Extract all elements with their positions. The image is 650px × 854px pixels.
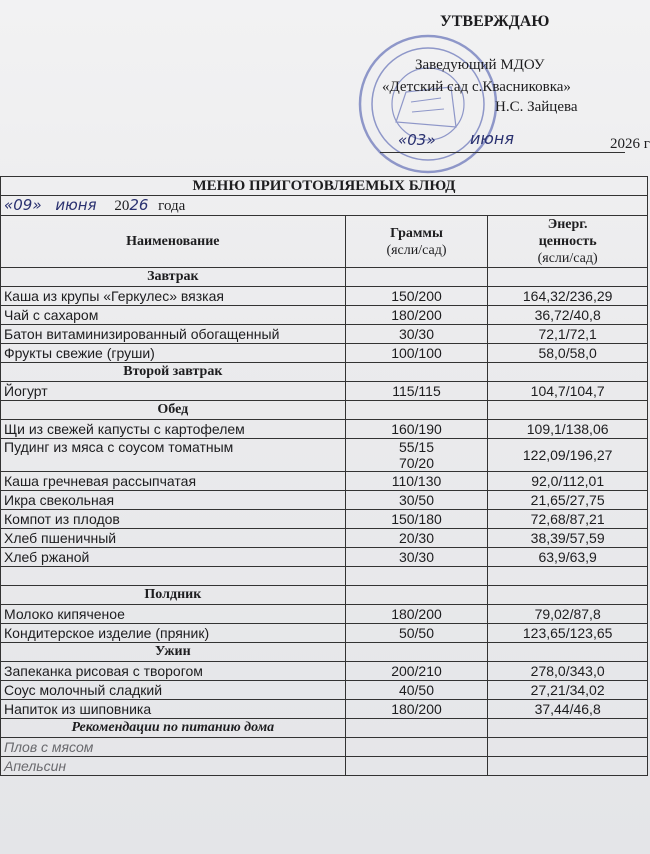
- col-header-name: Наименование: [1, 216, 346, 268]
- dish-grams: 30/30: [345, 548, 488, 567]
- approval-date: [380, 129, 650, 153]
- dish-grams: 150/200: [345, 287, 488, 306]
- dish-name: Молоко кипяченое: [1, 605, 346, 624]
- empty-cell: [488, 586, 648, 605]
- empty-cell: [488, 363, 648, 382]
- dish-name: Соус молочный сладкий: [1, 681, 346, 700]
- approval-date-day: «03»: [398, 131, 436, 149]
- dish-energy: 123,65/123,65: [488, 624, 648, 643]
- dish-energy: 38,39/57,59: [488, 529, 648, 548]
- meal-section-title: Ужин: [1, 643, 346, 662]
- meal-section-row: [1, 586, 648, 605]
- menu-date: [1, 196, 648, 216]
- dish-energy: 278,0/343,0: [488, 662, 648, 681]
- table-row: [1, 510, 648, 529]
- meal-section-title: Рекомендации по питанию дома: [1, 719, 346, 738]
- table-row: [1, 662, 648, 681]
- dish-grams: 115/115: [345, 382, 488, 401]
- table-row: [1, 325, 648, 344]
- table-row: [1, 472, 648, 491]
- dish-grams: 160/190: [345, 420, 488, 439]
- dish-name: Чай с сахаром: [1, 306, 346, 325]
- dish-grams: 50/50: [345, 624, 488, 643]
- table-row: [1, 624, 648, 643]
- menu-date-year-hand: 26: [129, 196, 149, 214]
- dish-grams: 200/210: [345, 662, 488, 681]
- table-row: [1, 681, 648, 700]
- empty-cell: [488, 757, 648, 776]
- dish-grams: 180/200: [345, 306, 488, 325]
- menu-date-row: [1, 196, 648, 216]
- approval-signatory: Н.С. Зайцева: [495, 99, 578, 115]
- table-row: [1, 491, 648, 510]
- dish-name: Фрукты свежие (груши): [1, 344, 346, 363]
- empty-cell: [345, 738, 488, 757]
- dish-grams: 180/200: [345, 700, 488, 719]
- dish-energy: 109,1/138,06: [488, 420, 648, 439]
- empty-cell: [345, 643, 488, 662]
- approval-organization: «Детский сад с.Квасниковка»: [382, 79, 571, 95]
- home-recommendation-row: [1, 738, 648, 757]
- col-header-energy: [488, 216, 648, 268]
- table-row: [1, 700, 648, 719]
- dish-energy: 164,32/236,29: [488, 287, 648, 306]
- home-dish-name: Плов с мясом: [1, 738, 346, 757]
- empty-cell: [345, 401, 488, 420]
- meal-section-row: [1, 643, 648, 662]
- dish-name: Икра свекольная: [1, 491, 346, 510]
- meal-section-row: [1, 719, 648, 738]
- col-header-grams: [345, 216, 488, 268]
- empty-cell: [488, 268, 648, 287]
- approval-date-year: 2026 г: [610, 136, 650, 152]
- meal-section-row: [1, 363, 648, 382]
- dish-grams: 30/50: [345, 491, 488, 510]
- table-row: [1, 382, 648, 401]
- col-header-energy-line1: Энерг.: [547, 217, 588, 232]
- menu-date-month: июня: [55, 196, 97, 214]
- dish-name: Каша гречневая рассыпчатая: [1, 472, 346, 491]
- menu-title-row: [1, 177, 648, 196]
- dish-name: Каша из крупы «Геркулес» вязкая: [1, 287, 346, 306]
- dish-name: Компот из плодов: [1, 510, 346, 529]
- dish-energy: 92,0/112,01: [488, 472, 648, 491]
- empty-cell: [345, 363, 488, 382]
- dish-energy: 37,44/46,8: [488, 700, 648, 719]
- dish-grams-line1: 55/15: [398, 439, 435, 455]
- dish-grams-line2: 70/20: [398, 455, 435, 471]
- meal-section-row: [1, 401, 648, 420]
- dish-name: Пудинг из мяса с соусом томатным: [1, 439, 346, 472]
- dish-grams: 40/50: [345, 681, 488, 700]
- empty-cell: [345, 586, 488, 605]
- meal-section-title: Обед: [1, 401, 346, 420]
- table-row: [1, 529, 648, 548]
- approval-title: УТВЕРЖДАЮ: [440, 13, 550, 30]
- dish-name: Йогурт: [1, 382, 346, 401]
- dish-energy: 104,7/104,7: [488, 382, 648, 401]
- table-row: [1, 420, 648, 439]
- table-row: [1, 344, 648, 363]
- dish-name: Запеканка рисовая с творогом: [1, 662, 346, 681]
- round-stamp: [356, 32, 501, 177]
- dish-energy: 36,72/40,8: [488, 306, 648, 325]
- empty-cell: [488, 738, 648, 757]
- menu-date-year-prefix: 20: [114, 198, 130, 214]
- dish-energy: 72,68/87,21: [488, 510, 648, 529]
- empty-cell: [1, 567, 346, 586]
- col-header-grams-title: Граммы: [390, 225, 443, 241]
- dish-energy: 63,9/63,9: [488, 548, 648, 567]
- col-header-energy-line2: ценность: [538, 234, 597, 249]
- dish-grams: 100/100: [345, 344, 488, 363]
- table-row: [1, 287, 648, 306]
- approval-position: Заведующий МДОУ: [415, 57, 545, 73]
- table-row: [1, 605, 648, 624]
- table-row: [1, 548, 648, 567]
- dish-energy: 79,02/87,8: [488, 605, 648, 624]
- home-dish-name: Апельсин: [1, 757, 346, 776]
- meal-section-title: Полдник: [1, 586, 346, 605]
- meal-section-row: [1, 268, 648, 287]
- menu-date-day: «09»: [4, 196, 42, 214]
- col-header-energy-sub: (ясли/сад): [537, 251, 598, 266]
- dish-name: Хлеб ржаной: [1, 548, 346, 567]
- dish-grams: 180/200: [345, 605, 488, 624]
- dish-grams: 30/30: [345, 325, 488, 344]
- dish-energy: 58,0/58,0: [488, 344, 648, 363]
- empty-cell: [488, 567, 648, 586]
- empty-cell: [345, 268, 488, 287]
- dish-energy: 21,65/27,75: [488, 491, 648, 510]
- meal-section-title: Второй завтрак: [1, 363, 346, 382]
- table-row: [1, 306, 648, 325]
- empty-cell: [488, 719, 648, 738]
- menu-table: [0, 176, 648, 776]
- dish-name: Хлеб пшеничный: [1, 529, 346, 548]
- menu-title: МЕНЮ ПРИГОТОВЛЯЕМЫХ БЛЮД: [1, 177, 648, 196]
- empty-cell: [488, 643, 648, 662]
- dish-energy: 122,09/196,27: [488, 439, 648, 472]
- col-header-grams-sub: (ясли/сад): [386, 242, 447, 258]
- empty-cell: [488, 401, 648, 420]
- empty-cell: [345, 719, 488, 738]
- dish-name: Напиток из шиповника: [1, 700, 346, 719]
- table-row: [1, 439, 648, 472]
- meal-section-title: Завтрак: [1, 268, 346, 287]
- empty-cell: [345, 757, 488, 776]
- header-row: [1, 216, 648, 268]
- dish-energy: 72,1/72,1: [488, 325, 648, 344]
- approval-date-month: июня: [470, 129, 514, 148]
- dish-name: Батон витаминизированный обогащенный: [1, 325, 346, 344]
- dish-name: Щи из свежей капусты с картофелем: [1, 420, 346, 439]
- dish-grams: 150/180: [345, 510, 488, 529]
- dish-grams: 110/130: [345, 472, 488, 491]
- dish-name: Кондитерское изделие (пряник): [1, 624, 346, 643]
- empty-cell: [345, 567, 488, 586]
- home-recommendation-row: [1, 757, 648, 776]
- blank-row: [1, 567, 648, 586]
- dish-energy: 27,21/34,02: [488, 681, 648, 700]
- menu-date-suffix: года: [158, 198, 186, 214]
- dish-grams: [345, 439, 488, 472]
- dish-grams: 20/30: [345, 529, 488, 548]
